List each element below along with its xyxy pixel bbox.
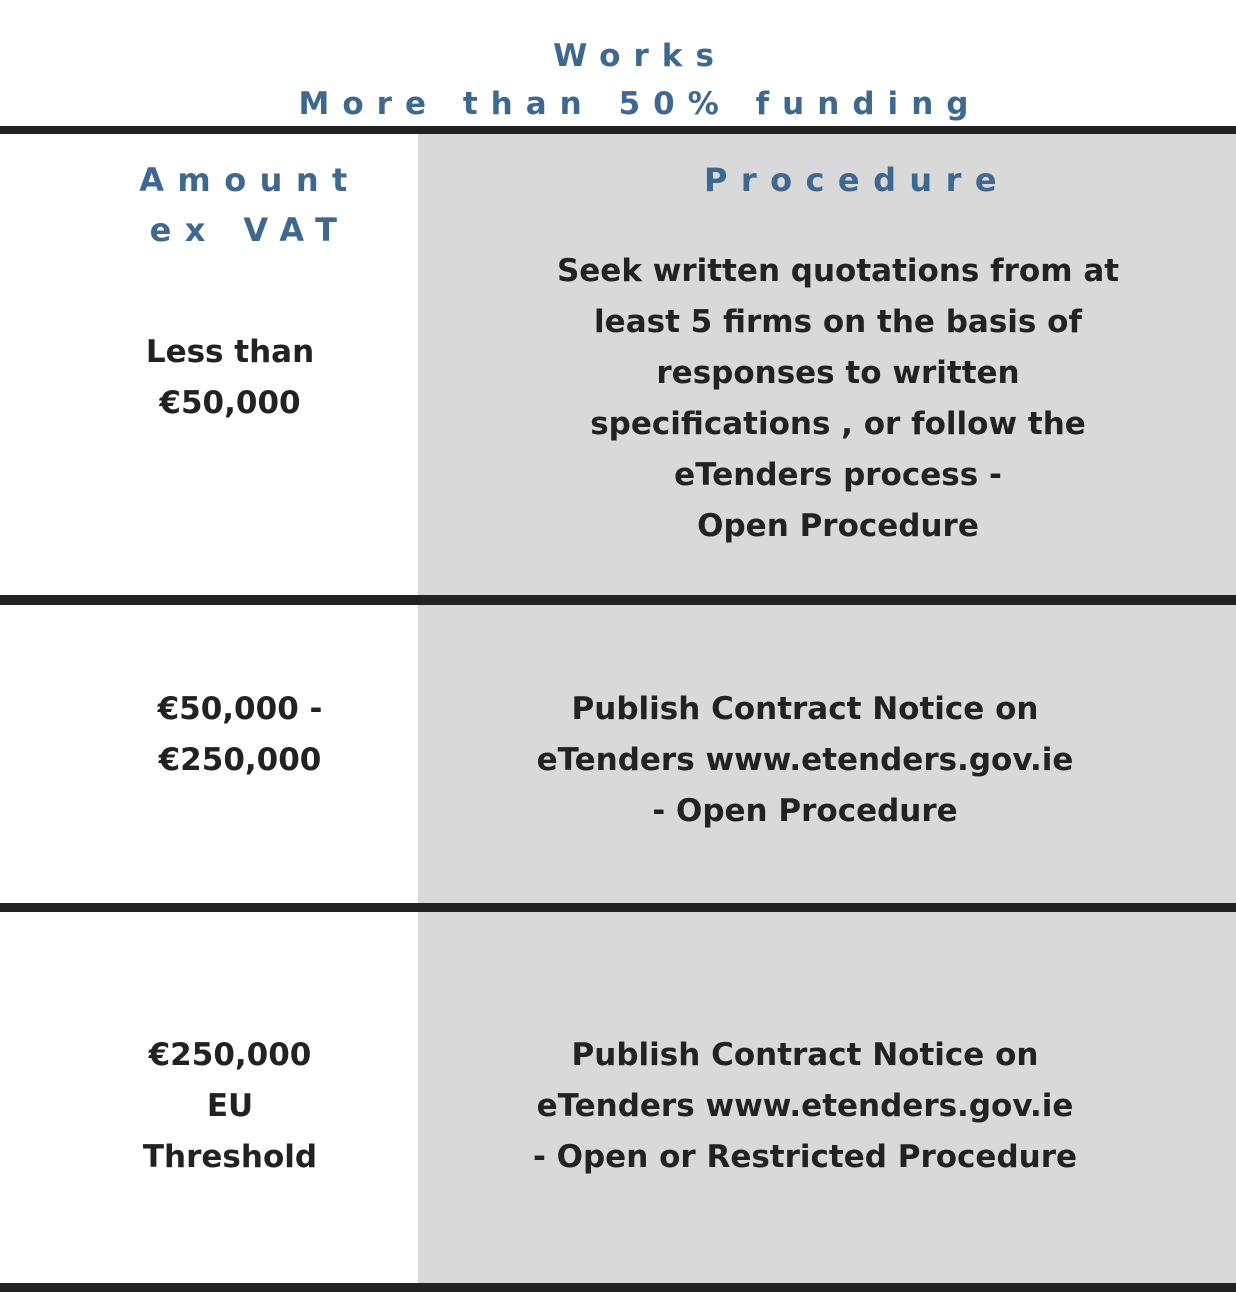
page-subtitle: More than 50% funding	[298, 86, 982, 122]
procedure-column-header	[418, 155, 1236, 205]
bottom-divider	[0, 1283, 1236, 1292]
table-row-2-procedure	[405, 684, 1205, 837]
top-divider	[0, 126, 1236, 134]
amount-line: €250,000	[148, 1037, 312, 1073]
amount-line: €50,000	[159, 385, 301, 421]
amount-line: Less than	[145, 334, 315, 370]
table-row-1-amount	[30, 327, 430, 429]
procedure-line: specifications , or follow the	[590, 406, 1086, 442]
table-row-1-procedure	[438, 246, 1236, 552]
page-title: Works	[553, 38, 727, 74]
row-divider-1	[0, 595, 1236, 605]
row-divider-2	[0, 903, 1236, 912]
procedure-line: eTenders www.etenders.gov.ie	[536, 1088, 1074, 1124]
table-row-3-procedure	[405, 1030, 1205, 1183]
amount-line: €50,000 -	[157, 691, 323, 727]
procedure-line: - Open Procedure	[652, 793, 958, 829]
procedure-header-label: Procedure	[703, 161, 1011, 199]
amount-header-line-2: ex VAT	[149, 211, 351, 249]
procedure-line: least 5 firms on the basis of	[594, 304, 1082, 340]
procedure-line: eTenders process -	[674, 457, 1002, 493]
procedure-line: Open Procedure	[697, 508, 979, 544]
amount-header-line-1: Amount	[139, 161, 361, 199]
procedure-line: Publish Contract Notice on	[571, 691, 1039, 727]
procedure-line: - Open or Restricted Procedure	[532, 1139, 1078, 1175]
table-row-2-amount	[40, 684, 440, 786]
procedure-line: Seek written quotations from at	[556, 253, 1120, 289]
procedure-line: eTenders www.etenders.gov.ie	[536, 742, 1074, 778]
amount-line: EU	[206, 1088, 254, 1124]
table-row-3-amount	[30, 1030, 430, 1183]
procedure-line: responses to written	[656, 355, 1020, 391]
amount-line: Threshold	[142, 1139, 318, 1175]
amount-line: €250,000	[158, 742, 322, 778]
procedure-line: Publish Contract Notice on	[571, 1037, 1039, 1073]
